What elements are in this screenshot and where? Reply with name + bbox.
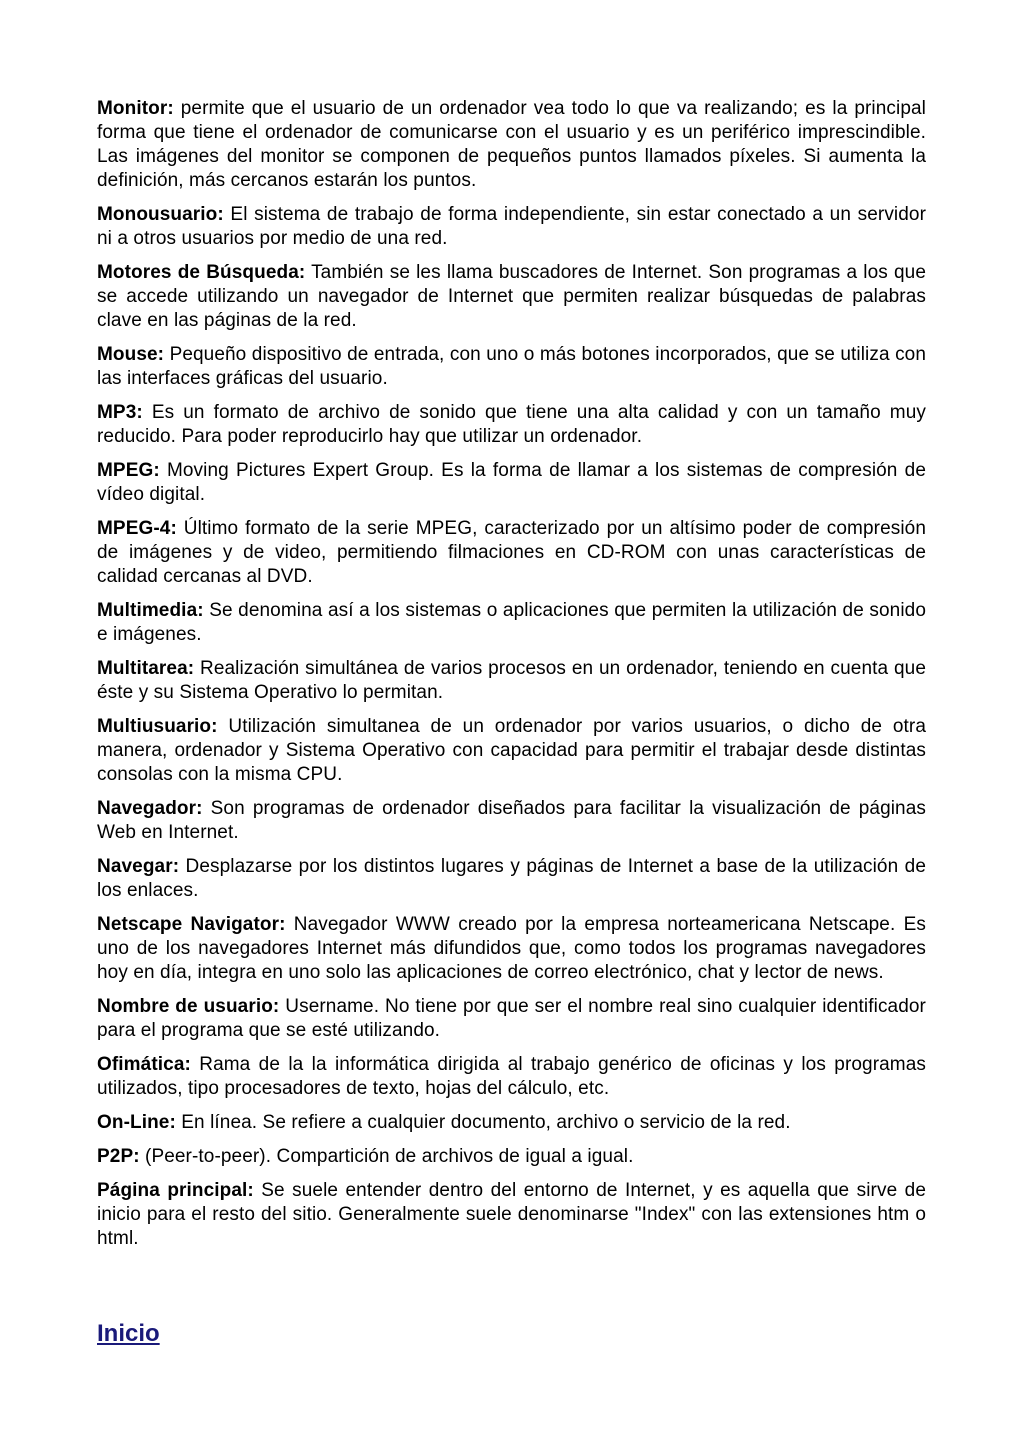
glossary-definition: permite que el usuario de un ordenador vea todo lo que va realizando; es la principal forma que tiene el ordenador de comunicarse con el usuario y es un periférico imprescindible. Las imágenes del monitor se componen de pequeños puntos llamados píxeles. Si aumenta la definición, más cercanos estarán los puntos. xyxy=(97,98,926,191)
glossary-definition: Realización simultánea de varios procesos en un ordenador, teniendo en cuenta que éste y su Sistema Operativo lo permitan. xyxy=(97,658,926,703)
glossary-definition: (Peer-to-peer). Compartición de archivos de igual a igual. xyxy=(139,1146,634,1167)
glossary-entry-navegar xyxy=(97,855,926,903)
glossary-definition: Son programas de ordenador diseñados para facilitar la visualización de páginas Web en Internet. xyxy=(97,798,926,843)
glossary-entry-ofimatica xyxy=(97,1053,926,1101)
glossary-definition: Se denomina así a los sistemas o aplicaciones que permiten la utilización de sonido e imágenes. xyxy=(97,600,926,645)
glossary-entry-monitor xyxy=(97,97,926,193)
glossary-definition: El sistema de trabajo de forma independiente, sin estar conectado a un servidor ni a otros usuarios por medio de una red. xyxy=(97,204,926,249)
glossary-definition: Username. No tiene por que ser el nombre real sino cualquier identificador para el programa que se esté utilizando. xyxy=(97,996,926,1041)
glossary-term: Multimedia: xyxy=(97,600,204,621)
inicio-link[interactable]: Inicio xyxy=(97,1320,160,1347)
glossary-definition: Rama de la la informática dirigida al trabajo genérico de oficinas y los programas utilizados, tipo procesadores de texto, hojas del cálculo, etc. xyxy=(97,1054,926,1099)
glossary-definition: Navegador WWW creado por la empresa norteamericana Netscape. Es uno de los navegadores Internet más difundidos que, como todos los programas navegadores hoy en día, integra en uno solo las aplicaciones de correo electrónico, chat y lector de news. xyxy=(97,914,926,983)
glossary-term: MPEG-4: xyxy=(97,518,177,539)
glossary-entry-motores-de-busqueda xyxy=(97,261,926,333)
glossary-entry-nombre-de-usuario xyxy=(97,995,926,1043)
glossary-term: MP3: xyxy=(97,402,143,423)
glossary-definition: Pequeño dispositivo de entrada, con uno o más botones incorporados, que se utiliza con las interfaces gráficas del usuario. xyxy=(97,344,926,389)
glossary-entry-mouse xyxy=(97,343,926,391)
glossary-entry-netscape-navigator xyxy=(97,913,926,985)
glossary-term: Monousuario: xyxy=(97,204,224,225)
glossary-entry-p2p xyxy=(97,1145,926,1169)
glossary-entry-monousuario xyxy=(97,203,926,251)
glossary-term: On-Line: xyxy=(97,1112,176,1133)
glossary-entry-on-line xyxy=(97,1111,926,1135)
glossary-term: Navegar: xyxy=(97,856,180,877)
glossary-term: Mouse: xyxy=(97,344,165,365)
glossary-term: Nombre de usuario: xyxy=(97,996,280,1017)
glossary-term: Ofimática: xyxy=(97,1054,191,1075)
glossary-term: MPEG: xyxy=(97,460,160,481)
glossary-entry-multiusuario xyxy=(97,715,926,787)
glossary-entry-mpeg xyxy=(97,459,926,507)
glossary-entry-multimedia xyxy=(97,599,926,647)
glossary-page xyxy=(97,97,926,1261)
glossary-entry-mpeg-4 xyxy=(97,517,926,589)
glossary-definition: También se les llama buscadores de Internet. Son programas a los que se accede utilizando un navegador de Internet que permiten realizar búsquedas de palabras clave en las páginas de la red. xyxy=(97,262,926,331)
glossary-entry-multitarea xyxy=(97,657,926,705)
glossary-definition: Utilización simultanea de un ordenador por varios usuarios, o dicho de otra manera, ordenador y Sistema Operativo con capacidad para permitir el trabajar desde distintas consolas con la misma CPU. xyxy=(97,716,926,785)
glossary-definition: Es un formato de archivo de sonido que tiene una alta calidad y con un tamaño muy reducido. Para poder reproducirlo hay que utilizar un ordenador. xyxy=(97,402,926,447)
glossary-definition: Último formato de la serie MPEG, caracterizado por un altísimo poder de compresión de imágenes y de video, permitiendo filmaciones en CD-ROM con unas características de calidad cercanas al DVD. xyxy=(97,518,926,587)
glossary-term: P2P: xyxy=(97,1146,140,1167)
glossary-definition: Moving Pictures Expert Group. Es la forma de llamar a los sistemas de compresión de vídeo digital. xyxy=(97,460,926,505)
glossary-entry-navegador xyxy=(97,797,926,845)
glossary-term: Motores de Búsqueda: xyxy=(97,262,306,283)
glossary-term: Multitarea: xyxy=(97,658,195,679)
glossary-entry-mp3 xyxy=(97,401,926,449)
glossary-term: Netscape Navigator: xyxy=(97,914,286,935)
glossary-definition: En línea. Se refiere a cualquier documento, archivo o servicio de la red. xyxy=(175,1112,791,1133)
glossary-definition: Desplazarse por los distintos lugares y páginas de Internet a base de la utilización de los enlaces. xyxy=(97,856,926,901)
glossary-definition: Se suele entender dentro del entorno de Internet, y es aquella que sirve de inicio para el resto del sitio. Generalmente suele denominarse "Index" con las extensiones htm o html. xyxy=(97,1180,926,1249)
glossary-term: Multiusuario: xyxy=(97,716,218,737)
glossary-term: Navegador: xyxy=(97,798,203,819)
glossary-term: Página principal: xyxy=(97,1180,254,1201)
glossary-entry-pagina-principal xyxy=(97,1179,926,1251)
glossary-term: Monitor: xyxy=(97,98,174,119)
